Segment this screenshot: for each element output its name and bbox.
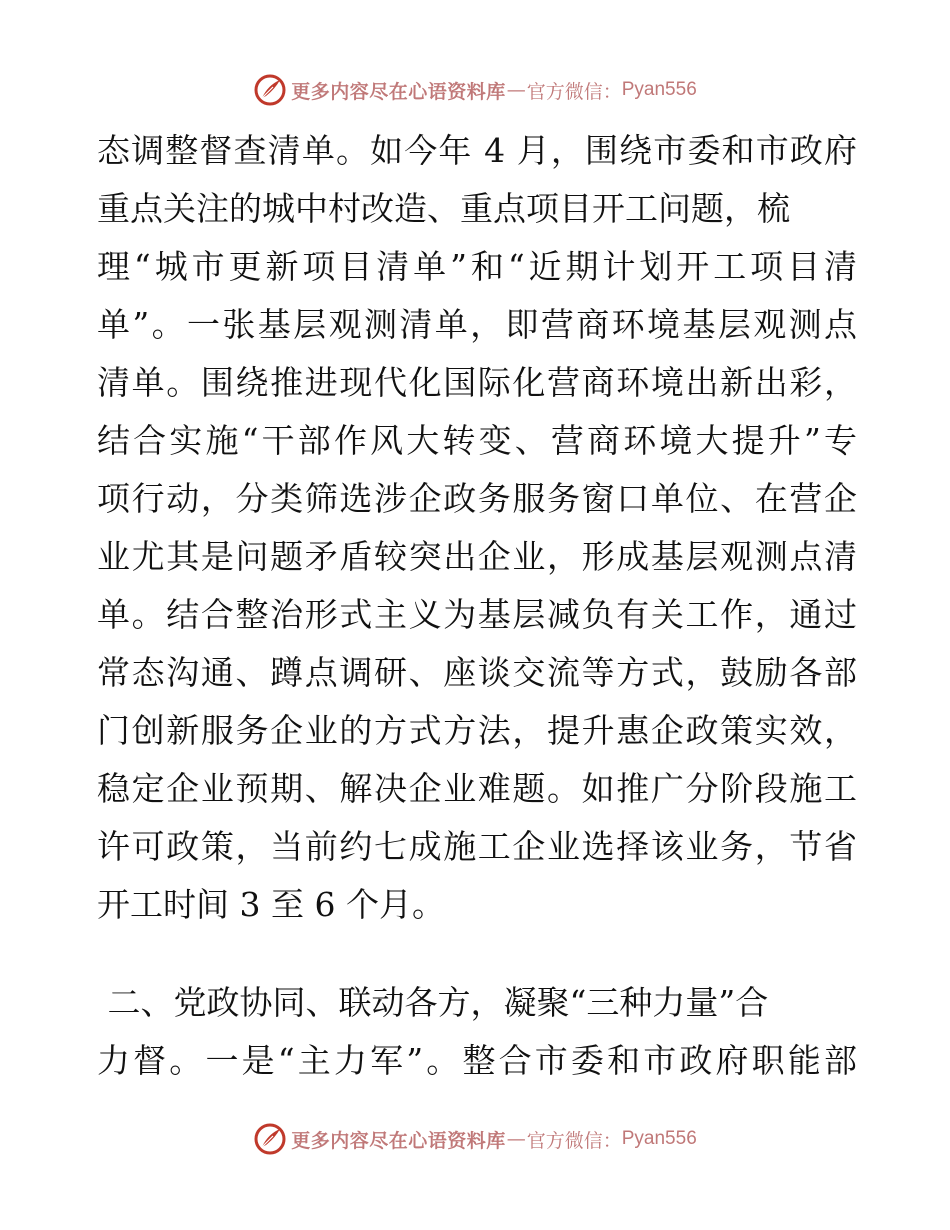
paragraph-1-line: 结合实施“干部作风大转变、营商环境大提升”专 <box>97 421 857 460</box>
paragraph-1-line: 单”。一张基层观测清单，即营商环境基层观测点 <box>97 305 857 344</box>
watermark-footer <box>0 1121 950 1157</box>
watermark-id: Pyan556 <box>621 79 697 100</box>
feather-logo-icon <box>253 1122 287 1156</box>
paragraph-1-line: 门创新服务企业的方式方法，提升惠企政策实效， <box>97 711 857 750</box>
paragraph-1-line: 理“城市更新项目清单”和“近期计划开工项目清 <box>97 247 857 286</box>
paragraph-1-line: 业尤其是问题矛盾较突出企业，形成基层观测点清 <box>97 537 857 576</box>
watermark-dash: — <box>506 1128 526 1150</box>
paragraph-1-line: 重点关注的城中村改造、重点项目开工问题，梳 <box>97 189 790 228</box>
feather-logo-icon <box>253 73 287 107</box>
paragraph-1-line: 单。结合整治形式主义为基层减负有关工作，通过 <box>97 595 857 634</box>
watermark-dash: — <box>506 79 526 101</box>
paragraph-1-line: 许可政策，当前约七成施工企业选择该业务，节省 <box>97 827 857 866</box>
watermark-text: 更多内容尽在心语资料库 <box>291 80 506 103</box>
paragraph-1-line: 开工时间 3 至 6 个月。 <box>97 885 445 924</box>
paragraph-1-line: 稳定企业预期、解决企业难题。如推广分阶段施工 <box>97 769 857 808</box>
watermark-label: 官方微信： <box>526 1129 622 1152</box>
paragraph-1-line: 态调整督查清单。如今年 4 月，围绕市委和市政府 <box>97 131 857 170</box>
paragraph-1-line: 清单。围绕推进现代化国际化营商环境出新出彩， <box>97 363 857 402</box>
paragraph-1-line: 项行动，分类筛选涉企政务服务窗口单位、在营企 <box>97 479 857 518</box>
watermark-label: 官方微信： <box>526 80 622 103</box>
watermark-id: Pyan556 <box>621 1128 697 1149</box>
paragraph-2-line: 二、党政协同、联动各方，凝聚“三种力量”合 <box>97 983 769 1022</box>
document-body <box>97 122 857 1090</box>
paragraph-2-line: 力督。一是“主力军”。整合市委和市政府职能部 <box>97 1041 857 1080</box>
paragraph-1-line: 常态沟通、蹲点调研、座谈交流等方式，鼓励各部 <box>97 653 857 692</box>
watermark-header <box>0 72 950 108</box>
watermark-text: 更多内容尽在心语资料库 <box>291 1129 506 1152</box>
